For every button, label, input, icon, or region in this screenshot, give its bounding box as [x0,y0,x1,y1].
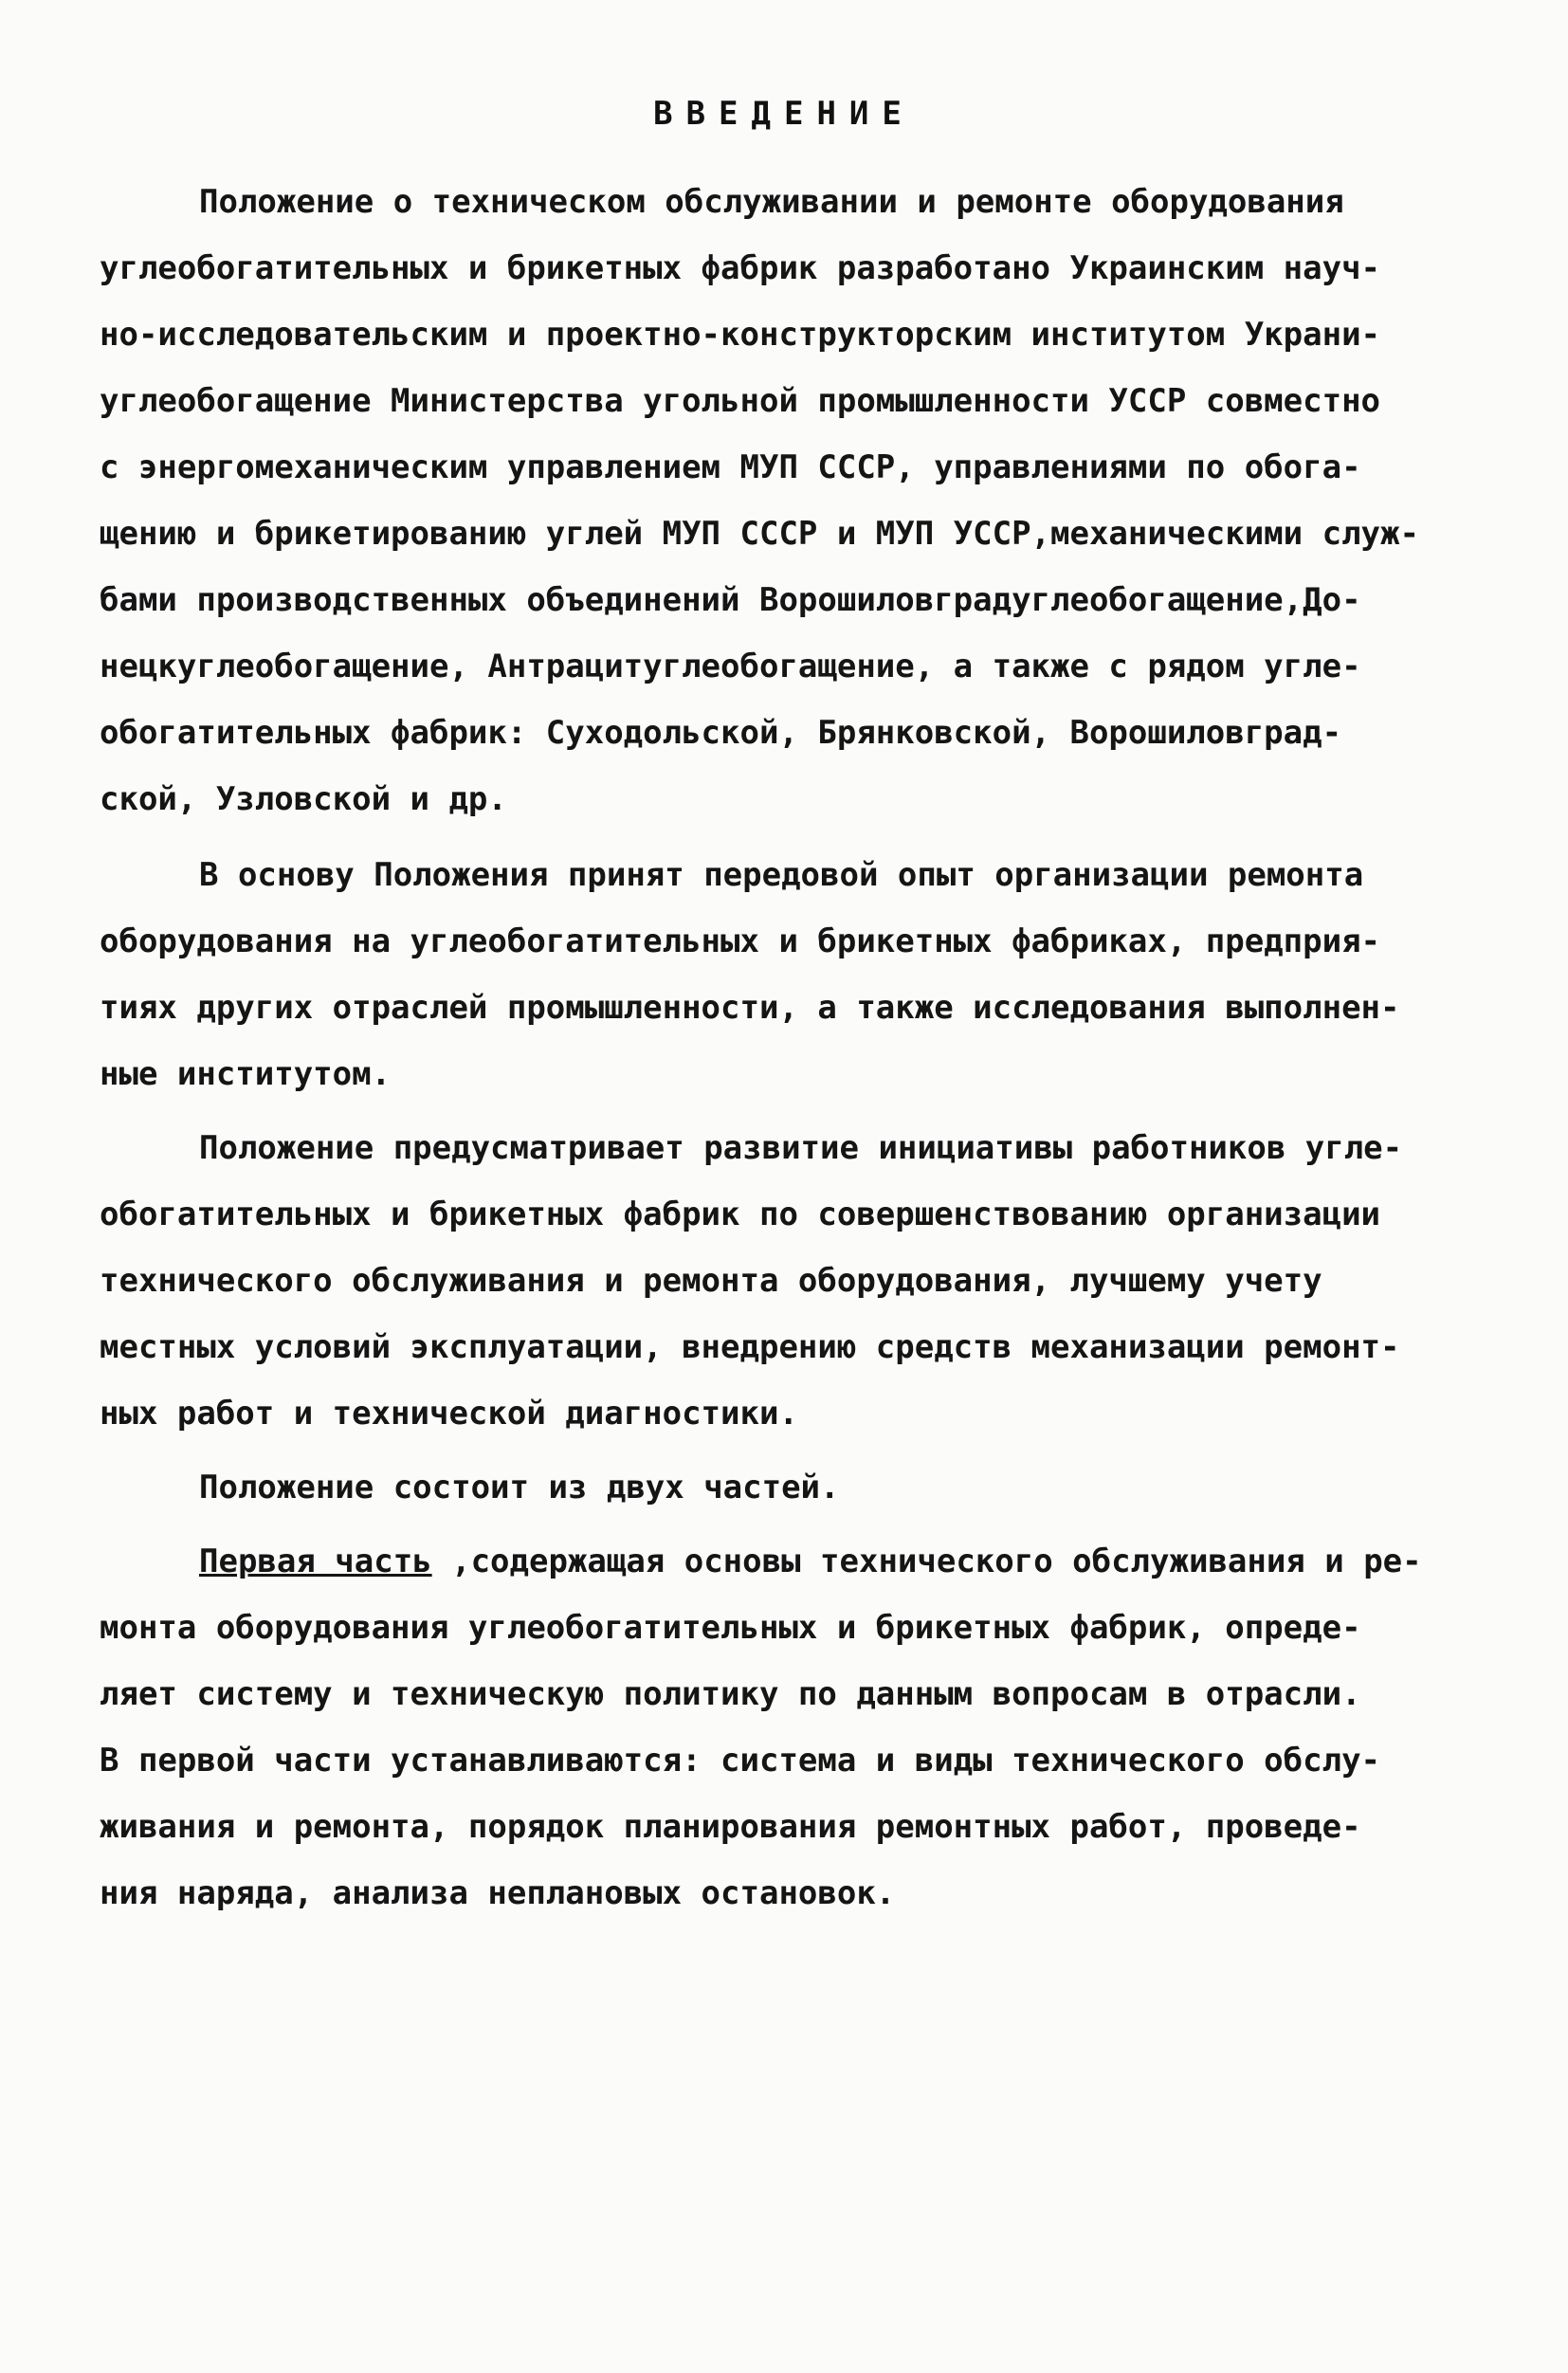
paragraph-5-line-6: ния наряда, анализа неплановых остановок. [100,1874,896,1912]
paragraph-3-line-1: Положение предусматривает развитие инициативы работников угле- [199,1129,1403,1167]
paragraph-1-line-7: бами производственных объединений Ворошиловградуглеобогащение,До- [100,581,1361,619]
paragraph-3-line-5: ных работ и технической диагностики. [100,1395,798,1433]
paragraph-3-line-3: технического обслуживания и ремонта оборудования, лучшему учету [100,1262,1322,1300]
paragraph-3-line-2: обогатительных и брикетных фабрик по совершенствованию организации [100,1196,1381,1233]
first-part-heading: Первая часть [199,1542,432,1580]
paragraph-5-line-5: живания и ремонта, порядок планирования ремонтных работ, проведе- [100,1808,1361,1846]
paragraph-1-line-9: обогатительных фабрик: Суходольской, Брянковской, Ворошиловград- [100,714,1342,752]
paragraph-2-line-4: ные институтом. [100,1055,392,1093]
paragraph-2-line-2: оборудования на углеобогатительных и брикетных фабриках, предприя- [100,922,1381,960]
paragraph-1-line-1: Положение о техническом обслуживании и ремонте оборудования [199,183,1344,221]
paragraph-1-line-5: с энергомеханическим управлением МУП СССР, управлениями по обога- [100,448,1361,486]
paragraph-3-line-4: местных условий эксплуатации, внедрению средств механизации ремонт- [100,1328,1400,1366]
paragraph-1-line-10: ской, Узловской и др. [100,780,507,818]
paragraph-5-line-1-text: ,содержащая основы технического обслуживания и ре- [431,1542,1422,1580]
paragraph-1-line-2: углеобогатительных и брикетных фабрик разработано Украинским науч- [100,249,1381,287]
paragraph-5-line-4: В первой части устанавливаются: система и виды технического обслу- [100,1742,1381,1780]
paragraph-1-line-6: щению и брикетированию углей МУП СССР и МУП УССР,механическими служ- [100,515,1419,553]
paragraph-5-line-3: ляет систему и техническую политику по данным вопросам в отрасли. [100,1675,1361,1713]
paragraph-5-line-2: монта оборудования углеобогатительных и брикетных фабрик, опреде- [100,1609,1361,1647]
paragraph-1-line-4: углеобогащение Министерства угольной промышленности УССР совместно [100,382,1381,420]
paragraph-1-line-3: но-исследовательским и проектно-конструкторским институтом Украни- [100,316,1381,354]
paragraph-1-line-8: нецкуглеобогащение, Антрацитуглеобогащение, а также с рядом угле- [100,648,1361,685]
paragraph-4-line-1: Положение состоит из двух частей. [199,1469,840,1506]
paragraph-5-line-1 [199,1533,1422,1590]
paragraph-2-line-3: тиях других отраслей промышленности, а также исследования выполнен- [100,989,1400,1027]
paragraph-2-line-1: В основу Положения принят передовой опыт организации ремонта [199,856,1364,894]
document-title: ВВЕДЕНИЕ [653,95,915,133]
